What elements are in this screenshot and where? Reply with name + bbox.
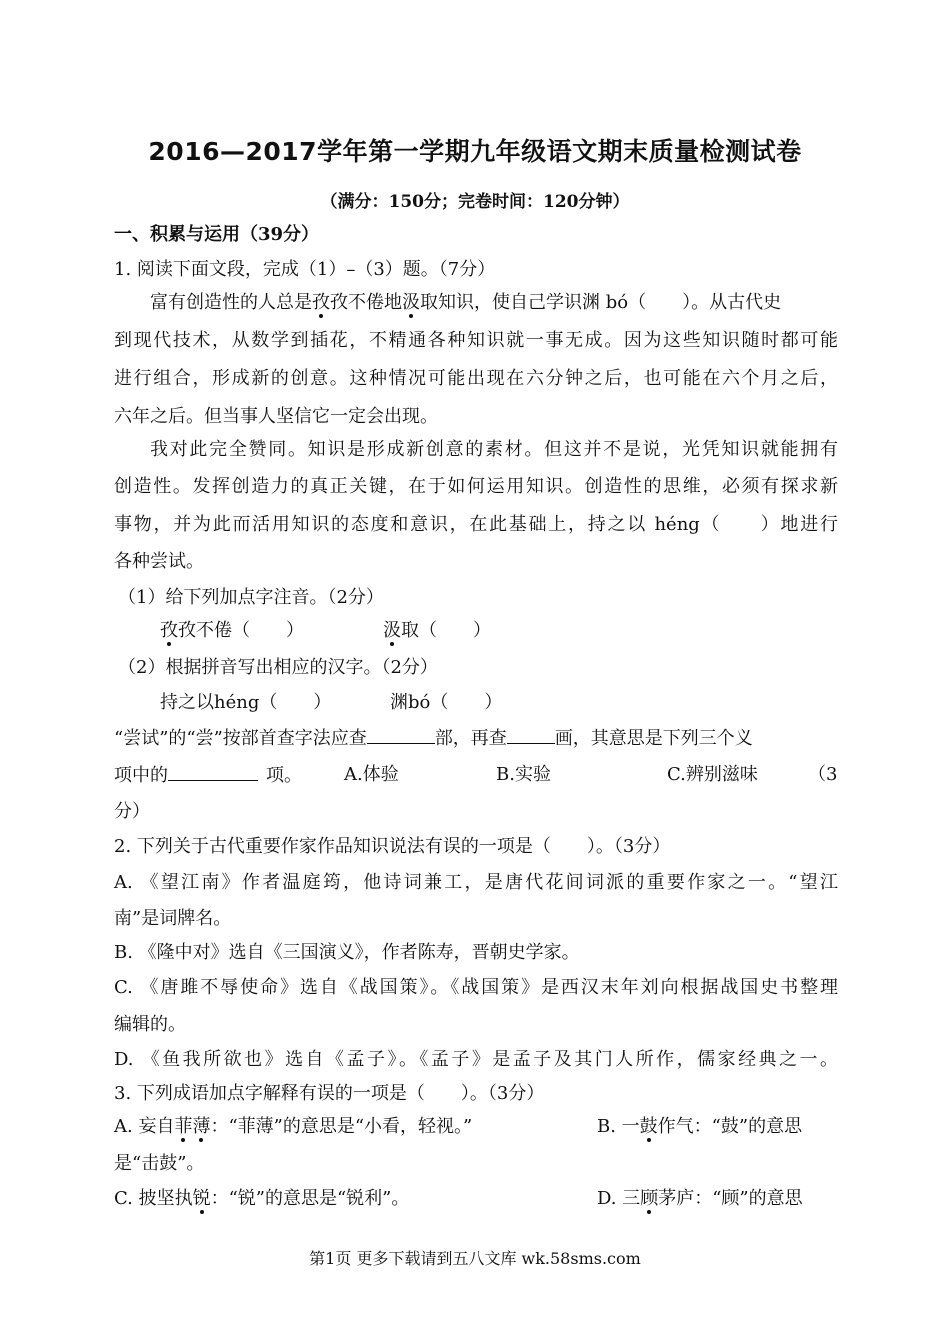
passage-line: 六年之后。但当事人坚信它一定会出现。 xyxy=(114,406,438,427)
answer-blank[interactable] xyxy=(168,762,258,781)
option-c: C.辨别滋味 xyxy=(667,764,758,785)
option-b: B.实验 xyxy=(496,764,551,785)
sub-question-2: （2）根据拼音写出相应的汉字。（2分） xyxy=(118,657,438,678)
page-footer: 第1页 更多下载请到五八文库 wk.58sms.com xyxy=(309,1249,641,1268)
question-2-stem: 2. 下列关于古代重要作家作品知识说法有误的一项是（ ）。（3分） xyxy=(114,836,671,857)
passage-line: 到现代技术，从数学到插花，不精通各种知识就一事无成。因为这些知识随时都可能 xyxy=(114,330,838,351)
page-title: 2016—2017学年第一学期九年级语文期末质量检测试卷 xyxy=(148,137,802,166)
score-label: 分） xyxy=(114,801,150,822)
exam-info: （满分：150分；完卷时间：120分钟） xyxy=(320,192,630,212)
question-3-option-b: B. 一鼓作气：“鼓”的意思 xyxy=(597,1116,803,1137)
sub-question-2-item: 渊bó（ ） xyxy=(390,692,503,713)
question-2-option: 编辑的。 xyxy=(114,1014,186,1035)
passage-line: 富有创造性的人总是孜孜不倦地汲取知识，使自己学识渊 bó（ ）。从古代史 xyxy=(150,292,782,313)
answer-blank[interactable] xyxy=(367,725,435,744)
question-3-option-d: D. 三顾茅庐：“顾”的意思 xyxy=(597,1188,803,1209)
question-2-option: 南”是词牌名。 xyxy=(114,908,232,929)
question-3-option-c: C. 披坚执锐：“锐”的意思是“锐利”。 xyxy=(114,1188,410,1209)
passage-line: 事物，并为此而活用知识的态度和意识，在此基础上，持之以 héng（ ）地进行 xyxy=(114,514,838,535)
sub-question-3: “尝试”的“尝”按部首查字法应查 部，再查 画，其意思是下列三个义 xyxy=(114,725,838,752)
question-2-option: B. 《隆中对》选自《三国演义》，作者陈寿，晋朝史学家。 xyxy=(114,942,580,963)
question-3-option-b-cont: 是“击鼓”。 xyxy=(114,1153,205,1174)
section-heading: 一、积累与运用（39分） xyxy=(114,224,320,245)
sub-question-1: （1）给下列加点字注音。（2分） xyxy=(118,587,384,608)
score-label: （3 xyxy=(808,764,838,785)
sub-question-2-item: 持之以héng（ ） xyxy=(160,692,332,713)
passage-line: 我对此完全赞同。知识是形成新创意的素材。但这并不是说，光凭知识就能拥有 xyxy=(150,439,838,460)
sub-question-1-item: 孜孜不倦（ ） xyxy=(160,620,304,641)
passage-line: 进行组合，形成新的创意。这种情况可能出现在六分钟之后，也可能在六个月之后， xyxy=(114,368,838,389)
passage-line: 各种尝试。 xyxy=(114,551,204,572)
question-1-stem: 1. 阅读下面文段，完成（1）–（3）题。（7分） xyxy=(114,259,496,280)
passage-line: 创造性。发挥创造力的真正关键，在于如何运用知识。创造性的思维，必须有探求新 xyxy=(114,476,838,497)
option-a: A.体验 xyxy=(344,764,399,785)
question-2-option: C. 《唐雎不辱使命》选自《战国策》。《战国策》是西汉末年刘向根据战国史书整理 xyxy=(114,977,838,998)
question-2-option: D. 《鱼我所欲也》选自《孟子》。《孟子》是孟子及其门人所作，儒家经典之一。 xyxy=(114,1049,838,1070)
sub-question-1-item: 汲取（ ） xyxy=(383,620,491,641)
answer-blank[interactable] xyxy=(507,725,555,744)
question-3-option-a: A. 妄自菲薄：“菲薄”的意思是“小看，轻视。” xyxy=(114,1116,473,1137)
question-2-option: A. 《望江南》作者温庭筠，他诗词兼工，是唐代花间词派的重要作家之一。“望江 xyxy=(114,872,838,893)
sub-question-3-cont: 项中的 项。 xyxy=(114,762,324,789)
question-3-stem: 3. 下列成语加点字解释有误的一项是（ ）。（3分） xyxy=(114,1083,545,1104)
